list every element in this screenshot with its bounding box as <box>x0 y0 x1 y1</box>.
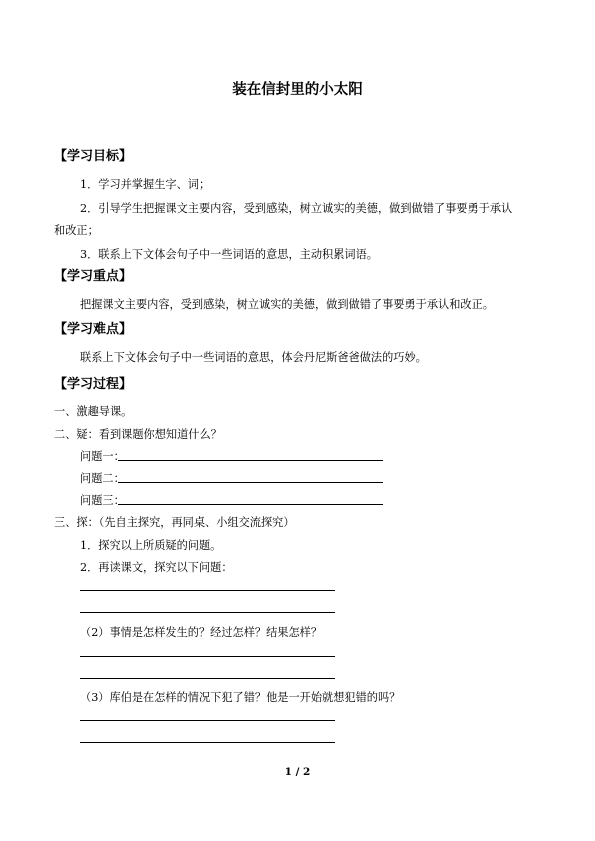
answer-line <box>80 590 335 591</box>
sub-question-2: （2）事情是怎样发生的？经过怎样？结果怎样？ <box>80 626 323 639</box>
step-3: 三、探：（先自主探究，再同桌、小组交流探究） <box>54 516 295 529</box>
page-number: 1 / 2 <box>284 766 311 778</box>
goal-item-1: 1．学习并掌握生字、词； <box>80 178 211 191</box>
section-heading-goals: 【学习目标】 <box>54 149 133 164</box>
answer-line-q2 <box>118 482 383 483</box>
section-heading-key-points: 【学习重点】 <box>54 269 133 284</box>
answer-line-q3 <box>118 504 383 505</box>
key-points-text: 把握课文主要内容，受到感染，树立诚实的美德，做到做错了事要勇于承认和改正。 <box>80 298 494 311</box>
sub-step-2: 2．再读课文，探究以下问题： <box>80 561 233 574</box>
answer-line <box>80 678 335 679</box>
answer-line-q1 <box>118 460 383 461</box>
step-2: 二、疑：看到课题你想知道什么？ <box>54 428 222 441</box>
goal-item-2: 2．引导学生把握课文主要内容，受到感染，树立诚实的美德，做到做错了事要勇于承认 <box>80 202 513 215</box>
answer-line <box>80 742 335 743</box>
answer-line <box>80 720 335 721</box>
answer-line <box>80 656 335 657</box>
section-heading-difficulties: 【学习难点】 <box>54 322 133 337</box>
goal-item-3: 3．联系上下文体会句子中一些词语的意思，主动积累词语。 <box>80 248 378 261</box>
answer-line <box>80 612 335 613</box>
difficulties-text: 联系上下文体会句子中一些词语的意思，体会丹尼斯爸爸做法的巧妙。 <box>80 351 427 364</box>
sub-question-3: （3）库伯是在怎样的情况下犯了错？他是一开始就想犯错的吗？ <box>80 691 401 704</box>
question-1-label: 问题一： <box>80 450 125 463</box>
section-heading-process: 【学习过程】 <box>54 377 133 392</box>
sub-step-1: 1．探究以上所质疑的问题。 <box>80 539 222 552</box>
page-title: 装在信封里的小太阳 <box>232 82 363 98</box>
step-1: 一、激趣导课。 <box>54 405 133 418</box>
question-3-label: 问题三： <box>80 494 125 507</box>
goal-item-2-cont: 和改正； <box>54 224 99 237</box>
question-2-label: 问题二： <box>80 472 125 485</box>
